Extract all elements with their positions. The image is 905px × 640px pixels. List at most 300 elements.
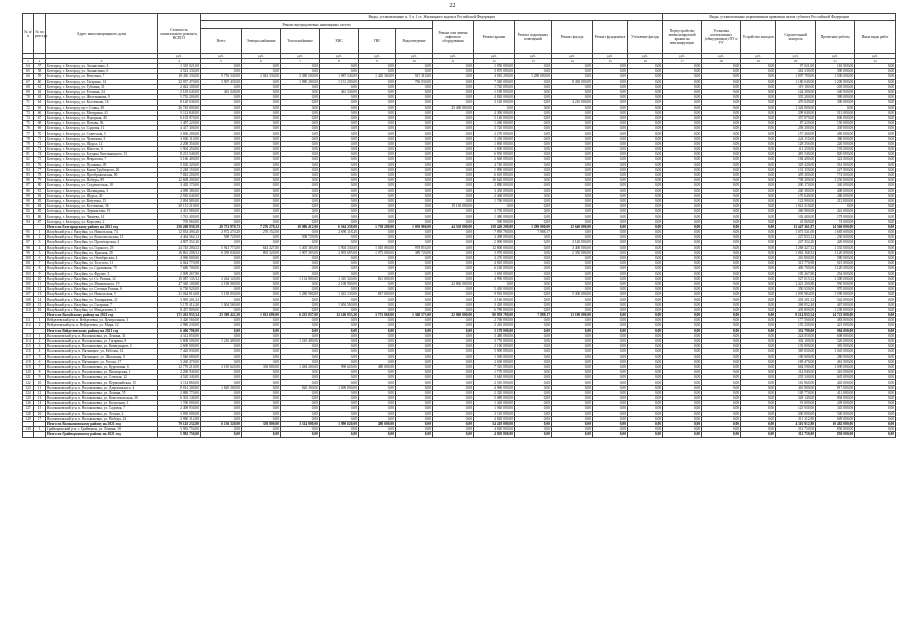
amount-cell: 0,00 (433, 84, 474, 89)
amount-cell: 3 380 500,00 (281, 74, 320, 79)
address-cell: Белгород, г. Белгород, ул. Апанасенко, 6 (46, 69, 158, 74)
amount-cell: 27 340 100,88 (158, 281, 201, 286)
amount-cell: 0,00 (433, 292, 474, 297)
address-cell: Валуйский р-н, г. Валуйки, ул. Тимирязева, 21 (46, 297, 158, 302)
amount-cell: 590 000,00 (474, 219, 515, 224)
amount-cell: 0,00 (628, 121, 663, 126)
amount-cell: 0,00 (741, 74, 776, 79)
amount-cell: 0,00 (396, 255, 433, 260)
amount-cell: 3 150 030,00 (201, 292, 242, 297)
amount-cell: 0,00 (702, 178, 741, 183)
amount-cell: 0,00 (433, 100, 474, 105)
amount-cell: 0,00 (242, 359, 281, 364)
amount-cell: 390 000,00 (816, 69, 855, 74)
amount-cell: 1 045 000,00 (816, 349, 855, 354)
amount-cell: 0,00 (593, 126, 628, 131)
amount-cell: 0,00 (702, 292, 741, 297)
amount-cell: 0,00 (552, 136, 593, 141)
amount-cell: 0,00 (396, 204, 433, 209)
amount-cell: 6 610 000,00 (474, 172, 515, 177)
amount-cell: 3 905 201,52 (158, 297, 201, 302)
amount-cell: 0,00 (855, 302, 896, 307)
amount-cell: 0,00 (320, 390, 359, 395)
amount-cell: 6 160 000,00 (474, 266, 515, 271)
amount-cell: 1 990 620,00 (320, 421, 359, 426)
amount-cell: 149 770,00 (776, 390, 816, 395)
amount-cell: 0,00 (242, 266, 281, 271)
amount-cell: 4 098 380,00 (158, 188, 201, 193)
amount-cell: 0,00 (855, 271, 896, 276)
address-cell: Валуйский р-н, г. Валуйки, ул. Толстого, 11 (46, 261, 158, 266)
amount-cell: 7 095 780,00 (474, 230, 515, 235)
amount-cell: 904 000,00 (816, 328, 855, 333)
amount-cell: 0,00 (359, 157, 396, 162)
amount-cell: 0,00 (628, 89, 663, 94)
amount-cell: 0,00 (396, 427, 433, 432)
amount-cell: 0,00 (281, 89, 320, 94)
col-header-3: Адрес многоквартирного дома (46, 14, 158, 54)
amount-cell: 0,00 (663, 333, 702, 338)
amount-cell: 0,00 (741, 401, 776, 406)
amount-cell: 0,00 (593, 219, 628, 224)
index-cell: 95 (23, 230, 34, 235)
index-cell: 13 (34, 292, 46, 297)
amount-cell: 705 060,00 (158, 219, 201, 224)
amount-cell: 114 940,00 (776, 370, 816, 375)
amount-cell: 0,00 (628, 95, 663, 100)
index-cell: 8 (34, 266, 46, 271)
amount-cell: 3 400 000,00 (552, 245, 593, 250)
amount-cell: 0,00 (281, 406, 320, 411)
address-cell: Белгород, г. Белгород, ул. Попова, 36 (46, 121, 158, 126)
index-cell: 127 (23, 406, 34, 411)
amount-cell: 0,00 (242, 390, 281, 395)
amount-cell: 0,00 (552, 157, 593, 162)
amount-cell: 0,00 (628, 370, 663, 375)
index-cell: 83 (23, 162, 34, 167)
amount-cell: 0,00 (628, 349, 663, 354)
amount-cell: 0,00 (628, 261, 663, 266)
amount-cell: 1 420 000,00 (474, 401, 515, 406)
amount-cell: 0,00 (552, 318, 593, 323)
amount-cell: 0,00 (552, 95, 593, 100)
amount-cell: 0,00 (663, 375, 702, 380)
amount-cell: 0,00 (396, 147, 433, 152)
amount-cell: 0,00 (474, 204, 515, 209)
amount-cell: 0,00 (628, 157, 663, 162)
amount-cell: 0,00 (281, 370, 320, 375)
amount-cell: 0,00 (281, 198, 320, 203)
amount-cell: 0,00 (628, 214, 663, 219)
amount-cell: 0,00 (593, 95, 628, 100)
unit-cell: руб. (320, 54, 359, 59)
amount-cell: 335 200,00 (776, 95, 816, 100)
index-cell: 64 (23, 64, 34, 69)
amount-cell: 480 000,00 (359, 421, 396, 426)
amount-cell: 0,00 (515, 333, 552, 338)
amount-cell: 0,00 (242, 401, 281, 406)
amount-cell: 0,00 (281, 230, 320, 235)
amount-cell: 0,00 (855, 198, 896, 203)
amount-cell: 0,00 (515, 126, 552, 131)
amount-cell: 0,00 (855, 266, 896, 271)
amount-cell: 0,00 (702, 131, 741, 136)
amount-cell: 91 000,00 (776, 401, 816, 406)
amount-cell: 0,00 (552, 385, 593, 390)
amount-cell: 0,00 (552, 323, 593, 328)
amount-cell: 0,00 (281, 427, 320, 432)
amount-cell: 0,00 (201, 375, 242, 380)
amount-cell: 150 000,00 (816, 121, 855, 126)
amount-cell: 0,00 (663, 230, 702, 235)
amount-cell: 0,00 (593, 364, 628, 369)
amount-cell: 0,00 (201, 255, 242, 260)
amount-cell: 0,00 (593, 110, 628, 115)
amount-cell: 0,00 (552, 255, 593, 260)
amount-cell: 125 930,00 (776, 406, 816, 411)
amount-cell: 0,00 (396, 126, 433, 131)
amount-cell: 0,00 (552, 188, 593, 193)
amount-cell: 0,00 (663, 370, 702, 375)
amount-cell: 74 000,00 (816, 219, 855, 224)
col-header-22: Иные виды работ (855, 21, 896, 54)
amount-cell: 4 520 340,00 (158, 375, 201, 380)
amount-cell: 0,00 (515, 302, 552, 307)
amount-cell: 0,00 (515, 328, 552, 333)
amount-cell: 0,00 (741, 292, 776, 297)
amount-cell: 0,00 (663, 224, 702, 229)
address-cell: Валуйский р-н, г. Валуйки, ул. Октябрьская, 4 (46, 255, 158, 260)
amount-cell: 0,00 (320, 105, 359, 110)
amount-cell: 0,00 (320, 380, 359, 385)
amount-cell: 0,00 (242, 89, 281, 94)
amount-cell: 508 729,00 (201, 235, 242, 240)
amount-cell: 0,00 (396, 318, 433, 323)
address-cell: Волоконовский р-н, п. Волоконовка, ул. Дзержинского, 4 (46, 385, 158, 390)
amount-cell: 163 000,00 (816, 64, 855, 69)
amount-cell: 0,00 (242, 136, 281, 141)
col-header-21: Проектные работы (816, 21, 855, 54)
amount-cell: 0,00 (320, 141, 359, 146)
amount-cell: 0,00 (281, 302, 320, 307)
amount-cell: 1 210 400,00 (201, 338, 242, 343)
amount-cell: 179 000,00 (816, 214, 855, 219)
amount-cell: 0,00 (552, 281, 593, 286)
amount-cell: 7 310 000,00 (474, 364, 515, 369)
amount-cell: 0,00 (281, 401, 320, 406)
amount-cell: 483 000,00 (816, 318, 855, 323)
amount-cell: 0,00 (816, 204, 855, 209)
amount-cell: 0,00 (552, 396, 593, 401)
amount-cell: 1 770 000,00 (474, 370, 515, 375)
amount-cell: 0,00 (201, 64, 242, 69)
address-cell: Волоконовский р-н, п. Волоконовка, ул. Ленина, 55 (46, 390, 158, 395)
amount-cell: 0,00 (359, 79, 396, 84)
amount-cell: 254 000,00 (816, 271, 855, 276)
index-cell: 72 (34, 141, 46, 146)
column-number-cell: 17 (663, 59, 702, 64)
amount-cell: 8 214 835,54 (776, 313, 816, 318)
amount-cell: 0,00 (201, 297, 242, 302)
index-cell: 70 (23, 95, 34, 100)
amount-cell: 0,00 (855, 396, 896, 401)
amount-cell: 0,00 (628, 328, 663, 333)
amount-cell: 0,00 (359, 416, 396, 421)
amount-cell: 1 004 560,00 (201, 302, 242, 307)
amount-cell: 0,00 (741, 396, 776, 401)
address-cell: Валуйский р-н, г. Валуйки, пл. Красная, 28 (46, 250, 158, 255)
amount-cell: 3 720 000,00 (474, 126, 515, 131)
amount-cell: 0,00 (855, 375, 896, 380)
address-cell: Волоконовский р-н, п. Волоконовка, ул. Садовая, 7 (46, 406, 158, 411)
index-cell: 66 (34, 110, 46, 115)
address-cell: Итого по Вейделевскому району на 2021 год (46, 328, 158, 333)
amount-cell: 0,00 (552, 401, 593, 406)
amount-cell: 1 980 200,00 (281, 79, 320, 84)
amount-cell: 258 300,00 (776, 126, 816, 131)
index-cell: 57 (34, 64, 46, 69)
amount-cell: 0,00 (433, 302, 474, 307)
amount-cell: 5 080 000,00 (474, 396, 515, 401)
address-cell: Волоконовский р-н, п. Волоконовка, ул. Пионерская, 1 (46, 370, 158, 375)
amount-cell: 3 498 000,00 (474, 235, 515, 240)
amount-cell: 0,00 (433, 276, 474, 281)
amount-cell: 0,00 (396, 84, 433, 89)
amount-cell: 268 852,40 (776, 302, 816, 307)
amount-cell: 2 916 640,00 (158, 193, 201, 198)
amount-cell: 0,00 (359, 323, 396, 328)
amount-cell: 0,00 (628, 287, 663, 292)
amount-cell: 0,00 (515, 198, 552, 203)
amount-cell: 0,00 (396, 178, 433, 183)
amount-cell: 1 210 400,00 (281, 338, 320, 343)
amount-cell: 0,00 (320, 266, 359, 271)
amount-cell: 0,00 (593, 276, 628, 281)
amount-cell: 240 380,00 (776, 188, 816, 193)
unit-cell: руб. (776, 54, 816, 59)
amount-cell: 0,00 (663, 162, 702, 167)
amount-cell: 0,00 (855, 349, 896, 354)
amount-cell: 6 930 000,00 (474, 152, 515, 157)
col-header-8: ХВС (320, 29, 359, 54)
amount-cell: 0,00 (855, 204, 896, 209)
amount-cell: 0,00 (552, 214, 593, 219)
amount-cell: 1 685 000,00 (816, 230, 855, 235)
index-cell: 128 (23, 411, 34, 416)
index-cell: 82 (34, 193, 46, 198)
address-cell: Валуйский р-н, г. Валуйки, ул. Ст. Разина, 12 (46, 276, 158, 281)
index-cell: 101 (23, 261, 34, 266)
address-cell: Волоконовский р-н, п. Волоконовка, ул. Гагарина, 8 (46, 338, 158, 343)
index-cell: 86 (34, 214, 46, 219)
amount-cell: 0,00 (855, 427, 896, 432)
amount-cell: 0,00 (702, 416, 741, 421)
amount-cell: 0,00 (281, 105, 320, 110)
index-cell: 99 (23, 250, 34, 255)
amount-cell: 313 770,98 (776, 261, 816, 266)
amount-cell: 0,00 (628, 307, 663, 312)
amount-cell: 7 340 000,00 (474, 79, 515, 84)
amount-cell: 0,00 (628, 64, 663, 69)
amount-cell: 286 000,00 (816, 193, 855, 198)
amount-cell: 0,00 (741, 162, 776, 167)
amount-cell: 0,00 (433, 421, 474, 426)
column-number-cell: 21 (816, 59, 855, 64)
amount-cell: 0,00 (359, 69, 396, 74)
amount-cell: 0,00 (663, 69, 702, 74)
index-cell: 80 (23, 147, 34, 152)
amount-cell: 328 140,00 (776, 396, 816, 401)
amount-cell: 0,00 (741, 411, 776, 416)
amount-cell: 0,00 (593, 198, 628, 203)
amount-cell: 0,00 (855, 328, 896, 333)
amount-cell: 0,00 (702, 172, 741, 177)
amount-cell: 0,00 (628, 100, 663, 105)
amount-cell: 224 050,00 (776, 333, 816, 338)
subgroup-header-systems: Ремонт внутридомовых инженерных систем (201, 21, 433, 29)
index-cell: 6 (34, 255, 46, 260)
amount-cell: 1 860 000,00 (474, 141, 515, 146)
amount-cell: 0,00 (855, 245, 896, 250)
amount-cell: 0,00 (593, 328, 628, 333)
amount-cell: 0,00 (552, 364, 593, 369)
amount-cell: 817 000,00 (816, 385, 855, 390)
amount-cell: 0,00 (593, 427, 628, 432)
amount-cell: 0,00 (359, 162, 396, 167)
amount-cell: 0,00 (855, 370, 896, 375)
amount-cell: 0,00 (359, 297, 396, 302)
amount-cell: 0,00 (320, 349, 359, 354)
amount-cell: 0,00 (593, 214, 628, 219)
amount-cell: 0,00 (741, 354, 776, 359)
amount-cell: 0,00 (552, 287, 593, 292)
amount-cell: 0,00 (320, 95, 359, 100)
address-cell: Итого по Грайворонскому району на 2021 год (46, 432, 158, 437)
amount-cell: 0,00 (628, 204, 663, 209)
amount-cell: 0,00 (741, 328, 776, 333)
amount-cell: 0,00 (855, 89, 896, 94)
amount-cell: 0,00 (628, 416, 663, 421)
amount-cell: 0,00 (359, 64, 396, 69)
amount-cell: 0,00 (201, 209, 242, 214)
amount-cell: 0,00 (320, 121, 359, 126)
amount-cell: 527 015,52 (776, 276, 816, 281)
amount-cell: 0,00 (433, 147, 474, 152)
index-cell: 92 (23, 209, 34, 214)
amount-cell: 5 980 312,80 (158, 416, 201, 421)
column-number-cell: 6 (242, 59, 281, 64)
amount-cell: 0,00 (593, 105, 628, 110)
amount-cell: 1 720 000,00 (474, 84, 515, 89)
amount-cell: 2 600 000,00 (158, 344, 201, 349)
amount-cell: 0,00 (593, 375, 628, 380)
address-cell: Белгород, г. Белгород, ул. Ватутина, 7 (46, 74, 158, 79)
amount-cell: 0,00 (628, 147, 663, 152)
amount-cell: 0,00 (433, 121, 474, 126)
unit-cell: руб. (242, 54, 281, 59)
amount-cell: 850 000,00 (816, 427, 855, 432)
amount-cell: 122 980,00 (776, 198, 816, 203)
amount-cell: 0,00 (628, 105, 663, 110)
amount-cell: 1 180 000,00 (474, 89, 515, 94)
amount-cell: 0,00 (741, 183, 776, 188)
amount-cell: 1 760 000,00 (474, 198, 515, 203)
amount-cell: 0,00 (242, 432, 281, 437)
amount-cell: 0,00 (433, 354, 474, 359)
amount-cell: 2 696 118,20 (320, 230, 359, 235)
amount-cell: 0,00 (281, 411, 320, 416)
index-cell: 5 (34, 250, 46, 255)
amount-cell: 0,00 (741, 204, 776, 209)
amount-cell: 0,00 (741, 307, 776, 312)
amount-cell: 0,00 (320, 110, 359, 115)
amount-cell: 0,00 (433, 178, 474, 183)
amount-cell: 0,00 (201, 147, 242, 152)
amount-cell: 0,00 (359, 287, 396, 292)
amount-cell: 2 880 770,00 (158, 390, 201, 395)
amount-cell: 0,00 (855, 84, 896, 89)
amount-cell: 0,00 (628, 79, 663, 84)
unit-cell: руб. (552, 54, 593, 59)
amount-cell: 0,00 (855, 411, 896, 416)
amount-cell: 5 170 000,00 (474, 328, 515, 333)
amount-cell: 0,00 (702, 287, 741, 292)
amount-cell: 0,00 (396, 183, 433, 188)
index-cell: 69 (34, 126, 46, 131)
column-number-cell: 8 (320, 59, 359, 64)
amount-cell: 0,00 (593, 318, 628, 323)
amount-cell: 0,00 (552, 328, 593, 333)
amount-cell: 0,00 (552, 209, 593, 214)
amount-cell: 0,00 (741, 136, 776, 141)
amount-cell: 0,00 (201, 328, 242, 333)
amount-cell: 0,00 (628, 131, 663, 136)
amount-cell: 0,00 (433, 188, 474, 193)
index-cell: 111 (23, 318, 34, 323)
amount-cell: 0,00 (242, 152, 281, 157)
amount-cell: 1 289 000,00 (515, 74, 552, 79)
amount-cell: 0,00 (593, 307, 628, 312)
amount-cell: 0,00 (663, 318, 702, 323)
index-cell: 106 (23, 287, 34, 292)
amount-cell: 0,00 (663, 193, 702, 198)
col-header-5: Всего (201, 29, 242, 54)
amount-cell: 461 340,00 (320, 89, 359, 94)
column-number-cell: 7 (281, 59, 320, 64)
amount-cell: 0,00 (242, 235, 281, 240)
amount-cell: 0,00 (593, 390, 628, 395)
amount-cell: 0,00 (359, 359, 396, 364)
amount-cell: 0,00 (242, 344, 281, 349)
amount-cell: 0,00 (855, 136, 896, 141)
amount-cell: 0,00 (242, 411, 281, 416)
amount-cell: 0,00 (201, 370, 242, 375)
amount-cell: 0,00 (320, 344, 359, 349)
amount-cell: 0,00 (593, 131, 628, 136)
amount-cell: 0,00 (359, 105, 396, 110)
amount-cell: 14 360 000,00 (816, 224, 855, 229)
amount-cell: 0,00 (663, 307, 702, 312)
amount-cell: 0,00 (515, 261, 552, 266)
amount-cell: 0,00 (281, 271, 320, 276)
amount-cell: 0,00 (663, 421, 702, 426)
amount-cell: 0,00 (396, 141, 433, 146)
amount-cell: 0,00 (663, 105, 702, 110)
index-cell: 93 (23, 214, 34, 219)
amount-cell: 0,00 (628, 401, 663, 406)
amount-cell: 0,00 (201, 167, 242, 172)
amount-cell: 0,00 (242, 416, 281, 421)
